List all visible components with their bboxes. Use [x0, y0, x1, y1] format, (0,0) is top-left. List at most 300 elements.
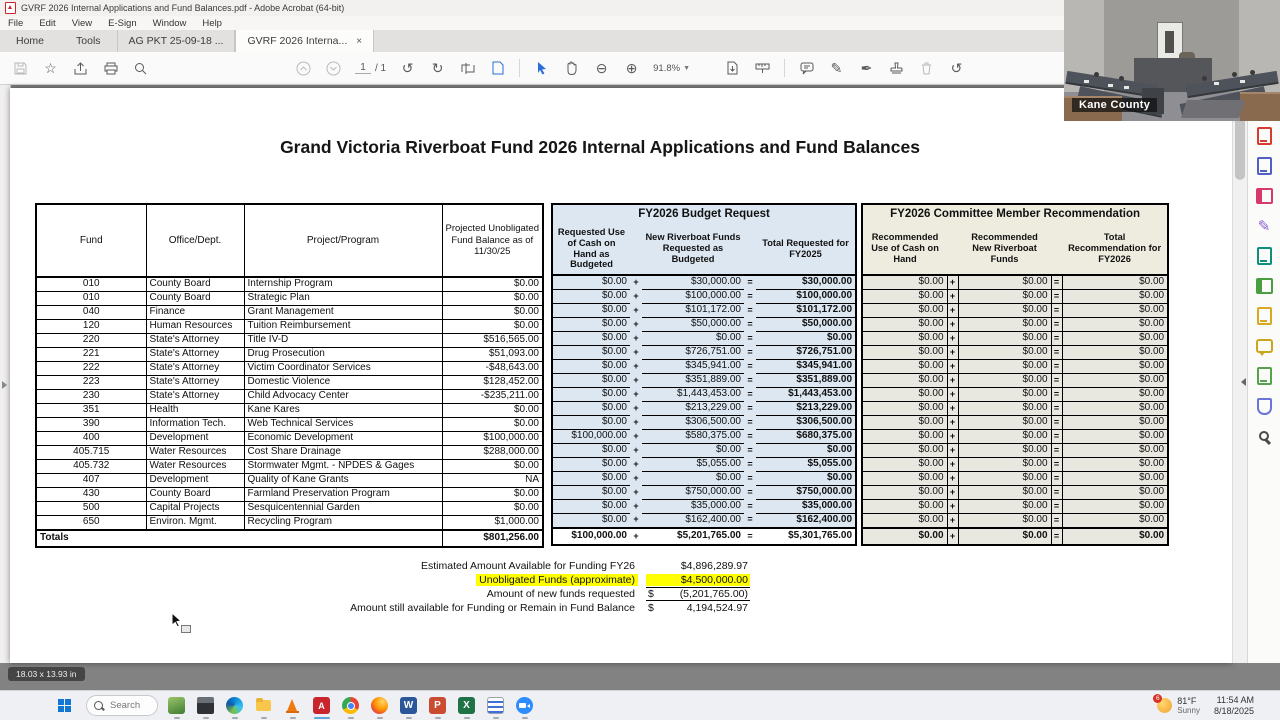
cell-project-program: Tuition Reimbursement — [244, 320, 442, 334]
tab-home[interactable]: Home — [16, 35, 45, 47]
table-row — [862, 388, 1168, 402]
cell-total-recommendation: $0.00 — [1062, 472, 1168, 486]
zoom-icon — [516, 697, 533, 714]
cell-projected-balance: $0.00 — [442, 418, 543, 432]
export-pdf-button[interactable] — [724, 60, 741, 77]
search-icon — [94, 701, 103, 710]
cell-recommended-cash: $0.00 — [862, 360, 947, 374]
taskbar-app-widgets[interactable] — [162, 692, 191, 720]
zoom-level-value: 91.8% — [653, 62, 681, 74]
cell-requested-cash: $0.00 — [552, 318, 630, 332]
expand-left-panel-arrow-icon[interactable] — [2, 381, 7, 389]
undo-button[interactable]: ↺ — [950, 59, 963, 76]
taskbar-search[interactable] — [86, 695, 158, 716]
video-paper — [1124, 86, 1129, 89]
cell-new-riverboat-requested: $580,375.00 — [642, 430, 744, 444]
cell-projected-balance: $0.00 — [442, 404, 543, 418]
save-button[interactable] — [12, 60, 29, 77]
cell-project-program: Stormwater Mgmt. - NPDES & Gages — [244, 460, 442, 474]
rotate-clockwise-button[interactable]: ↻ — [431, 59, 444, 76]
cell-recommended-cash: $0.00 — [862, 346, 947, 360]
cell-projected-balance: $100,000.00 — [442, 432, 543, 446]
cell-recommended-cash: $0.00 — [862, 332, 947, 346]
table-row — [552, 458, 856, 472]
cell-requested-cash: $0.00 — [552, 346, 630, 360]
cell-requested-cash: $0.00 — [552, 486, 630, 500]
start-button[interactable] — [52, 693, 78, 719]
equals-operator: = — [1051, 388, 1062, 402]
budget-table — [35, 203, 1169, 548]
cell-fund: 220 — [36, 334, 146, 348]
pen-glyph: ✎ — [1257, 217, 1271, 235]
cell-project-program: Drug Prosecution — [244, 348, 442, 362]
next-page-button[interactable] — [325, 60, 342, 77]
cell-fund: 405.715 — [36, 446, 146, 460]
cell-recommended-new-riverboat: $0.00 — [958, 346, 1051, 360]
tab-doc-gvrf[interactable] — [235, 30, 374, 52]
window-title: GVRF 2026 Internal Applications and Fund Balances.pdf - Adobe Acrobat (64-bit) — [21, 3, 345, 13]
equals-operator: = — [744, 402, 756, 416]
table-budget-request-section — [551, 203, 857, 546]
print-button[interactable] — [102, 60, 119, 77]
cell-total-requested: $100,000.00 — [756, 290, 856, 304]
clock-date: 8/18/2025 — [1213, 705, 1254, 716]
tools-panel — [1247, 85, 1280, 663]
cell-project-program: Cost Share Drainage — [244, 446, 442, 460]
table-row — [552, 374, 856, 388]
cell-recommended-new-riverboat: $0.00 — [958, 332, 1051, 346]
cell-requested-cash: $100,000.00 — [552, 430, 630, 444]
equals-operator: = — [1051, 374, 1062, 388]
cell-requested-cash: $0.00 — [552, 444, 630, 458]
equals-operator: = — [1051, 360, 1062, 374]
table-row — [862, 332, 1168, 346]
system-tray — [1157, 695, 1280, 717]
taskbar-app-edge[interactable] — [220, 692, 249, 720]
table-row — [862, 528, 1168, 545]
rotate-counterclockwise-button[interactable]: ↺ — [401, 59, 414, 76]
plus-operator: + — [630, 360, 642, 374]
table-fund-section — [35, 203, 544, 548]
summary-row — [295, 559, 750, 573]
cell-total-recommendation: $0.00 — [1062, 332, 1168, 346]
totals-new-riverboat-requested: $5,201,765.00 — [642, 528, 744, 545]
plus-operator: + — [947, 500, 958, 514]
cell-total-recommendation: $0.00 — [1062, 500, 1168, 514]
col-header-total-requested: Total Requested for FY2025 — [756, 223, 856, 275]
cell-recommended-new-riverboat: $0.00 — [958, 374, 1051, 388]
cell-total-recommendation: $0.00 — [1062, 275, 1168, 290]
table-row — [36, 502, 543, 516]
cell-recommended-new-riverboat: $0.00 — [958, 360, 1051, 374]
taskbar-app-word[interactable] — [394, 692, 423, 720]
taskbar-app-window[interactable] — [191, 692, 220, 720]
cell-projected-balance: $0.00 — [442, 292, 543, 306]
col-header-requested-cash: Requested Use of Cash on Hand as Budgeted — [552, 223, 630, 275]
acrobat-icon: A — [313, 697, 330, 714]
combine-files-tool-icon[interactable] — [1255, 277, 1273, 295]
chevron-down-icon: ▼ — [683, 64, 690, 72]
word-icon: W — [400, 697, 417, 714]
cell-project-program: Quality of Kane Grants — [244, 474, 442, 488]
cell-office-dept: Development — [146, 474, 244, 488]
scan-ocr-tool-icon[interactable] — [1255, 367, 1273, 385]
cell-requested-cash: $0.00 — [552, 472, 630, 486]
cell-recommended-cash: $0.00 — [862, 275, 947, 290]
table-recommendation-section — [861, 203, 1169, 546]
table-row — [862, 275, 1168, 290]
video-paper — [1108, 84, 1113, 87]
cell-recommended-cash: $0.00 — [862, 318, 947, 332]
equals-operator: = — [744, 275, 756, 290]
cell-requested-cash: $0.00 — [552, 374, 630, 388]
table-row — [36, 516, 543, 531]
cell-recommended-new-riverboat: $0.00 — [958, 304, 1051, 318]
cell-projected-balance: $0.00 — [442, 320, 543, 334]
zoom-in-button[interactable]: ⊕ — [625, 59, 638, 76]
cell-fund: 500 — [36, 502, 146, 516]
cell-projected-balance: $0.00 — [442, 488, 543, 502]
pencil-edit-button[interactable]: ✎ — [830, 59, 843, 76]
cell-recommended-cash: $0.00 — [862, 290, 947, 304]
page-number-input[interactable]: 1 — [355, 62, 371, 74]
cell-fund: 223 — [36, 376, 146, 390]
equals-operator: = — [1051, 402, 1062, 416]
table-row — [862, 486, 1168, 500]
equals-operator: = — [1051, 290, 1062, 304]
weather-widget[interactable] — [1157, 696, 1200, 716]
cell-project-program: Victim Coordinator Services — [244, 362, 442, 376]
cell-projected-balance: $1,000.00 — [442, 516, 543, 531]
cell-projected-balance: $51,093.00 — [442, 348, 543, 362]
menu-edit[interactable]: Edit — [39, 17, 56, 29]
table-row — [552, 360, 856, 374]
vertical-scrollbar[interactable] — [1232, 85, 1248, 663]
cell-projected-balance: $128,452.00 — [442, 376, 543, 390]
cell-projected-balance: $0.00 — [442, 502, 543, 516]
selection-tool-button[interactable] — [533, 60, 550, 77]
zoom-level-select[interactable] — [653, 63, 690, 74]
cell-office-dept: Water Resources — [146, 460, 244, 474]
cell-total-requested: $213,229.00 — [756, 402, 856, 416]
plus-operator: + — [947, 275, 958, 290]
cell-total-recommendation: $0.00 — [1062, 374, 1168, 388]
cell-office-dept: Finance — [146, 306, 244, 320]
cell-requested-cash: $0.00 — [552, 332, 630, 346]
summary-label: Amount of new funds requested — [486, 588, 635, 600]
zoom-out-button[interactable]: ⊖ — [595, 59, 608, 76]
totals-recommended-new-riverboat: $0.00 — [958, 528, 1051, 545]
video-watermark-label: Kane County — [1072, 98, 1157, 112]
cell-fund: 405.732 — [36, 460, 146, 474]
cell-new-riverboat-requested: $0.00 — [642, 444, 744, 458]
widgets-icon — [168, 697, 185, 714]
tab-doc-agpkt-label: AG PKT 25-09-18 ... — [128, 35, 224, 47]
cell-new-riverboat-requested: $351,889.00 — [642, 374, 744, 388]
table-row — [36, 320, 543, 334]
col-header-recommended-cash: Recommended Use of Cash on Hand — [862, 223, 947, 275]
cell-fund: 351 — [36, 404, 146, 418]
request-signatures-tool-icon[interactable] — [1255, 307, 1273, 325]
equals-operator: = — [744, 444, 756, 458]
cell-office-dept: State's Attorney — [146, 376, 244, 390]
cell-fund: 390 — [36, 418, 146, 432]
cell-total-recommendation: $0.00 — [1062, 388, 1168, 402]
plus-operator: + — [630, 304, 642, 318]
cell-total-recommendation: $0.00 — [1062, 444, 1168, 458]
plus-operator: + — [630, 472, 642, 486]
totals-total-recommendation: $0.00 — [1062, 528, 1168, 545]
cell-requested-cash: $0.00 — [552, 360, 630, 374]
plus-operator: + — [947, 528, 958, 545]
cell-fund: 222 — [36, 362, 146, 376]
window-icon — [197, 697, 214, 714]
cell-total-requested: $35,000.00 — [756, 500, 856, 514]
cell-recommended-new-riverboat: $0.00 — [958, 500, 1051, 514]
table-row — [862, 318, 1168, 332]
summary-value: $ 4,194,524.97 — [648, 602, 748, 614]
cell-recommended-cash: $0.00 — [862, 388, 947, 402]
video-person — [1094, 72, 1099, 77]
table-row — [36, 292, 543, 306]
taskbar-apps — [162, 692, 539, 720]
cell-requested-cash: $0.00 — [552, 388, 630, 402]
plus-operator: + — [947, 290, 958, 304]
cell-total-requested: $345,941.00 — [756, 360, 856, 374]
equals-operator: = — [744, 290, 756, 304]
cell-total-requested: $0.00 — [756, 332, 856, 346]
chrome-icon — [342, 697, 359, 714]
plus-operator: + — [947, 402, 958, 416]
table-row — [552, 486, 856, 500]
taskbar-app-zoom[interactable] — [510, 692, 539, 720]
cell-recommended-new-riverboat: $0.00 — [958, 416, 1051, 430]
equals-operator: = — [1051, 472, 1062, 486]
plus-operator: + — [630, 346, 642, 360]
tab-doc-agpkt[interactable] — [117, 30, 236, 52]
table-row — [36, 488, 543, 502]
table-row — [552, 388, 856, 402]
cell-projected-balance: $0.00 — [442, 460, 543, 474]
cell-total-requested: $162,400.00 — [756, 514, 856, 529]
cell-recommended-new-riverboat: $0.00 — [958, 514, 1051, 529]
table-row — [862, 290, 1168, 304]
snapshot-tool-button[interactable] — [459, 60, 476, 77]
cell-total-recommendation: $0.00 — [1062, 458, 1168, 472]
summary-label: Amount still available for Funding or Remain in Fund Balance — [350, 602, 635, 614]
plus-operator: + — [947, 444, 958, 458]
summary-block — [295, 559, 750, 615]
cell-office-dept: Health — [146, 404, 244, 418]
taskbar-app-firefox[interactable] — [365, 692, 394, 720]
cell-office-dept: State's Attorney — [146, 348, 244, 362]
doc-glyph — [1257, 157, 1272, 175]
plus-operator: + — [630, 388, 642, 402]
cell-recommended-cash: $0.00 — [862, 472, 947, 486]
page-number-box — [355, 62, 386, 74]
plus-operator: + — [630, 275, 642, 290]
cell-total-requested: $1,443,453.00 — [756, 388, 856, 402]
windows-taskbar — [0, 690, 1280, 720]
doc-glyph — [1257, 127, 1272, 145]
taskbar-app-chrome[interactable] — [336, 692, 365, 720]
meeting-video-overlay — [1064, 0, 1280, 121]
menu-help[interactable]: Help — [202, 17, 222, 29]
table-row — [552, 528, 856, 545]
equals-operator: = — [1051, 500, 1062, 514]
menu-file[interactable]: File — [8, 17, 24, 29]
search-button[interactable] — [132, 60, 149, 77]
table-row — [36, 530, 543, 547]
cell-recommended-new-riverboat: $0.00 — [958, 430, 1051, 444]
cell-total-requested: $5,055.00 — [756, 458, 856, 472]
cell-fund: 430 — [36, 488, 146, 502]
cell-total-requested: $680,375.00 — [756, 430, 856, 444]
plus-operator: + — [630, 430, 642, 444]
cell-recommended-new-riverboat: $0.00 — [958, 472, 1051, 486]
table-row — [552, 290, 856, 304]
plus-operator: + — [947, 304, 958, 318]
summary-row — [295, 587, 750, 601]
plus-operator: + — [630, 374, 642, 388]
table-row — [552, 346, 856, 360]
cell-projected-balance: $0.00 — [442, 277, 543, 292]
cell-fund: 010 — [36, 292, 146, 306]
acrobat-app-icon — [5, 2, 16, 14]
equals-operator: = — [744, 430, 756, 444]
share-button[interactable] — [72, 60, 89, 77]
equals-operator: = — [1051, 318, 1062, 332]
totals-recommended-cash: $0.00 — [862, 528, 947, 545]
taskbar-app-vlc[interactable] — [278, 692, 307, 720]
previous-page-button[interactable] — [295, 60, 312, 77]
measure-tool-button[interactable] — [754, 60, 771, 77]
cell-new-riverboat-requested: $100,000.00 — [642, 290, 744, 304]
equals-operator: = — [1051, 528, 1062, 545]
cell-total-requested: $0.00 — [756, 472, 856, 486]
table-row — [36, 474, 543, 488]
comment-tool-button[interactable] — [798, 60, 815, 77]
menu-view[interactable]: View — [71, 17, 93, 29]
cell-fund: 650 — [36, 516, 146, 531]
export-pdf-tool-icon[interactable] — [1255, 157, 1273, 175]
taskbar-app-notes[interactable] — [481, 692, 510, 720]
tab-close-icon[interactable]: × — [356, 35, 363, 47]
equals-operator: = — [744, 486, 756, 500]
table-row — [862, 444, 1168, 458]
cell-project-program: Sesquicentennial Garden — [244, 502, 442, 516]
cell-requested-cash: $0.00 — [552, 458, 630, 472]
cell-new-riverboat-requested: $345,941.00 — [642, 360, 744, 374]
cell-office-dept: County Board — [146, 277, 244, 292]
menu-window[interactable]: Window — [152, 17, 187, 29]
delete-tool-button[interactable] — [918, 60, 935, 77]
video-person — [1119, 76, 1124, 81]
stamp-tool-button[interactable] — [888, 60, 905, 77]
equals-operator: = — [1051, 514, 1062, 529]
star-favorite-button[interactable]: ☆ — [44, 59, 57, 76]
table-row — [552, 444, 856, 458]
plus-operator: + — [947, 360, 958, 374]
taskbar-app-excel[interactable] — [452, 692, 481, 720]
taskbar-clock[interactable] — [1214, 695, 1254, 717]
create-pdf-tool-icon[interactable] — [1255, 127, 1273, 145]
video-floor-mat — [1181, 100, 1245, 118]
hand-tool-button[interactable] — [563, 60, 580, 77]
cell-office-dept: Environ. Mgmt. — [146, 516, 244, 531]
summary-row — [295, 573, 750, 587]
cell-recommended-new-riverboat: $0.00 — [958, 290, 1051, 304]
table-row — [36, 362, 543, 376]
cell-project-program: Economic Development — [244, 432, 442, 446]
cell-requested-cash: $0.00 — [552, 416, 630, 430]
cell-recommended-cash: $0.00 — [862, 486, 947, 500]
video-paper — [1240, 80, 1245, 83]
collapse-panel-arrow-icon[interactable] — [1241, 378, 1246, 386]
taskbar-app-file-explorer[interactable] — [249, 692, 278, 720]
table-row — [36, 334, 543, 348]
cell-total-requested: $101,172.00 — [756, 304, 856, 318]
cell-projected-balance: NA — [442, 474, 543, 488]
table-row — [552, 500, 856, 514]
organize-pages-tool-icon[interactable] — [1255, 187, 1273, 205]
cell-new-riverboat-requested: $750,000.00 — [642, 486, 744, 500]
cell-recommended-cash: $0.00 — [862, 374, 947, 388]
tab-doc-gvrf-label: GVRF 2026 Interna... — [247, 35, 348, 47]
taskbar-app-acrobat[interactable] — [307, 692, 336, 720]
equals-operator: = — [744, 388, 756, 402]
table-row — [36, 306, 543, 320]
col-header-total-recommendation: Total Recommendation for FY2026 — [1062, 223, 1168, 275]
cell-office-dept: County Board — [146, 292, 244, 306]
weather-temp: 81°F — [1177, 695, 1197, 706]
col-header-office-dept: Office/Dept. — [146, 204, 244, 277]
equals-operator: = — [744, 318, 756, 332]
search-input[interactable] — [108, 699, 156, 712]
more-tools-tool-icon[interactable] — [1255, 427, 1273, 445]
edit-pdf-tool-icon[interactable] — [1255, 247, 1273, 265]
clock-time: 11:54 AM — [1216, 694, 1254, 705]
firefox-icon — [371, 697, 388, 714]
cell-total-requested: $306,500.00 — [756, 416, 856, 430]
page-thumbnail-view-button[interactable] — [489, 60, 506, 77]
fill-and-sign-tool-icon[interactable] — [1255, 217, 1273, 235]
table-row — [862, 500, 1168, 514]
table-row — [552, 514, 856, 529]
cell-office-dept: State's Attorney — [146, 390, 244, 404]
taskbar-app-powerpoint[interactable] — [423, 692, 452, 720]
doc-glyph — [1257, 247, 1272, 265]
fill-sign-button[interactable]: ✒ — [860, 59, 873, 76]
table-row — [862, 346, 1168, 360]
tab-tools[interactable]: Tools — [76, 35, 101, 47]
col-header-projected-balance: Projected Unobligated Fund Balance as of 11/30/25 — [442, 204, 543, 277]
cell-office-dept: State's Attorney — [146, 334, 244, 348]
protect-pdf-tool-icon[interactable] — [1255, 397, 1273, 415]
cell-recommended-new-riverboat: $0.00 — [958, 486, 1051, 500]
cell-recommended-cash: $0.00 — [862, 444, 947, 458]
menu-esign[interactable]: E-Sign — [108, 17, 137, 29]
table-row — [36, 418, 543, 432]
cell-new-riverboat-requested: $726,751.00 — [642, 346, 744, 360]
cell-new-riverboat-requested: $0.00 — [642, 332, 744, 346]
cell-project-program: Title IV-D — [244, 334, 442, 348]
equals-operator: = — [1051, 458, 1062, 472]
cell-recommended-cash: $0.00 — [862, 402, 947, 416]
cell-recommended-cash: $0.00 — [862, 416, 947, 430]
equals-operator: = — [1051, 430, 1062, 444]
comment-tool-icon[interactable] — [1255, 337, 1273, 355]
